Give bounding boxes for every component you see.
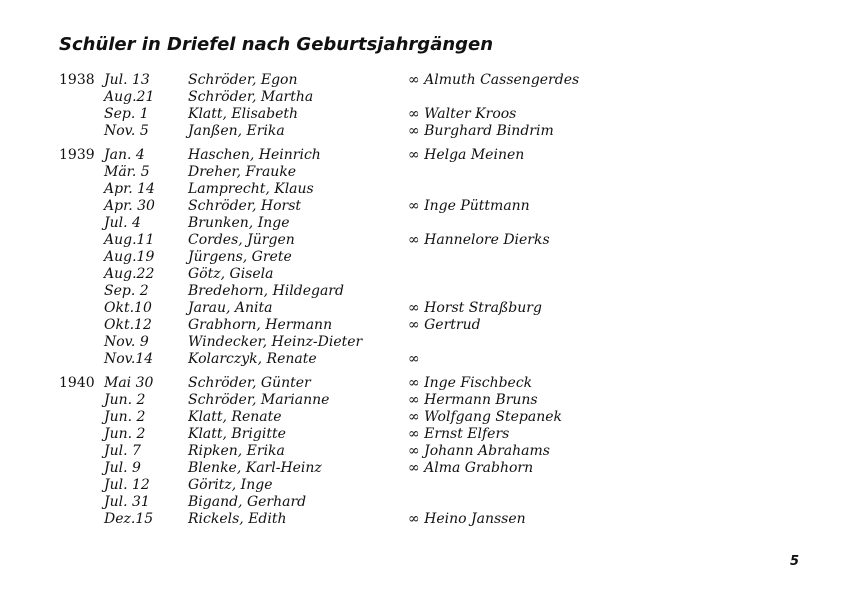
student-name: Cordes, Jürgen: [188, 232, 295, 248]
student-name: Grabhorn, Hermann: [188, 317, 333, 333]
student-name: Göritz, Inge: [188, 477, 273, 493]
birth-date: Nov. 9: [104, 334, 149, 350]
register-entry: [0, 181, 856, 198]
register-entry: [0, 72, 856, 89]
register-entry: [0, 249, 856, 266]
register-entry: [0, 334, 856, 351]
birth-date: Mär. 5: [104, 164, 150, 180]
student-name: Janßen, Erika: [188, 123, 285, 139]
register-entry: [0, 375, 856, 392]
birth-date: Apr. 30: [104, 198, 155, 214]
birth-date: Nov. 5: [104, 123, 149, 139]
spouse-name: ∞ Inge Püttmann: [408, 198, 530, 214]
spouse-name: ∞ Alma Grabhorn: [408, 460, 534, 476]
register-entry: [0, 89, 856, 106]
birth-date: Jul. 13: [104, 72, 150, 88]
student-name: Schröder, Günter: [188, 375, 311, 391]
birth-year: 1940: [59, 375, 95, 391]
register-entry: [0, 409, 856, 426]
student-name: Jürgens, Grete: [188, 249, 292, 265]
register-entry: [0, 460, 856, 477]
birth-date: Aug.19: [104, 249, 155, 265]
student-name: Haschen, Heinrich: [188, 147, 321, 163]
page-title: Schüler in Driefel nach Geburtsjahrgängen: [59, 34, 494, 55]
student-name: Jarau, Anita: [188, 300, 273, 316]
spouse-name: ∞ Inge Fischbeck: [408, 375, 533, 391]
student-name: Klatt, Renate: [188, 409, 282, 425]
birth-date: Nov.14: [104, 351, 154, 367]
register-entry: [0, 392, 856, 409]
student-name: Klatt, Elisabeth: [188, 106, 299, 122]
page-number: 5: [790, 554, 800, 569]
student-name: Dreher, Frauke: [188, 164, 297, 180]
spouse-name: ∞ Johann Abrahams: [408, 443, 550, 459]
register-entry: [0, 426, 856, 443]
student-name: Kolarczyk, Renate: [188, 351, 317, 367]
register-entry: [0, 266, 856, 283]
student-name: Götz, Gisela: [188, 266, 274, 282]
spouse-name: ∞ Gertrud: [408, 317, 481, 333]
spouse-name: ∞ Hannelore Dierks: [408, 232, 550, 248]
birth-date: Okt.12: [104, 317, 152, 333]
register-entry: [0, 351, 856, 368]
spouse-name: ∞ Ernst Elfers: [408, 426, 510, 442]
student-name: Schröder, Marianne: [188, 392, 330, 408]
student-name: Bigand, Gerhard: [188, 494, 307, 510]
student-name: Schröder, Horst: [188, 198, 302, 214]
birth-date: Mai 30: [104, 375, 154, 391]
register-entry: [0, 232, 856, 249]
register-entry: [0, 198, 856, 215]
birth-date: Jun. 2: [104, 426, 146, 442]
student-name: Lamprecht, Klaus: [188, 181, 314, 197]
spouse-name: ∞ Helga Meinen: [408, 147, 525, 163]
spouse-name: ∞: [408, 351, 420, 367]
spouse-name: ∞ Wolfgang Stepanek: [408, 409, 562, 425]
birth-date: Aug.22: [104, 266, 155, 282]
birth-date: Jul. 12: [104, 477, 150, 493]
register-entry: [0, 317, 856, 334]
student-name: Schröder, Egon: [188, 72, 298, 88]
student-name: Blenke, Karl-Heinz: [188, 460, 322, 476]
register-entry: [0, 443, 856, 460]
student-name: Rickels, Edith: [188, 511, 287, 527]
register-entry: [0, 511, 856, 528]
birth-date: Dez.15: [104, 511, 154, 527]
birth-date: Sep. 1: [104, 106, 149, 122]
birth-date: Jan. 4: [104, 147, 145, 163]
register-entry: [0, 215, 856, 232]
register-entry: [0, 147, 856, 164]
birth-date: Jun. 2: [104, 409, 146, 425]
register-entry: [0, 494, 856, 511]
birth-year: 1938: [59, 72, 95, 88]
spouse-name: ∞ Almuth Cassengerdes: [408, 72, 580, 88]
student-name: Ripken, Erika: [188, 443, 285, 459]
birth-date: Sep. 2: [104, 283, 149, 299]
birth-date: Jul. 4: [104, 215, 141, 231]
birth-year: 1939: [59, 147, 95, 163]
spouse-name: ∞ Hermann Bruns: [408, 392, 538, 408]
birth-date: Jun. 2: [104, 392, 146, 408]
birth-date: Okt.10: [104, 300, 152, 316]
birth-date: Aug.21: [104, 89, 155, 105]
student-name: Schröder, Martha: [188, 89, 314, 105]
birth-date: Jul. 9: [104, 460, 141, 476]
spouse-name: ∞ Burghard Bindrim: [408, 123, 554, 139]
birth-date: Aug.11: [104, 232, 155, 248]
student-name: Klatt, Brigitte: [188, 426, 286, 442]
register-entry: [0, 300, 856, 317]
birth-date: Jul. 7: [104, 443, 141, 459]
spouse-name: ∞ Heino Janssen: [408, 511, 526, 527]
register-entry: [0, 164, 856, 181]
register-entry: [0, 283, 856, 300]
student-name: Windecker, Heinz-Dieter: [188, 334, 363, 350]
student-name: Brunken, Inge: [188, 215, 290, 231]
birth-date: Jul. 31: [104, 494, 150, 510]
register-entry: [0, 106, 856, 123]
register-entry: [0, 477, 856, 494]
student-name: Bredehorn, Hildegard: [188, 283, 344, 299]
spouse-name: ∞ Walter Kroos: [408, 106, 517, 122]
register-entry: [0, 123, 856, 140]
spouse-name: ∞ Horst Straßburg: [408, 300, 542, 316]
birth-date: Apr. 14: [104, 181, 155, 197]
